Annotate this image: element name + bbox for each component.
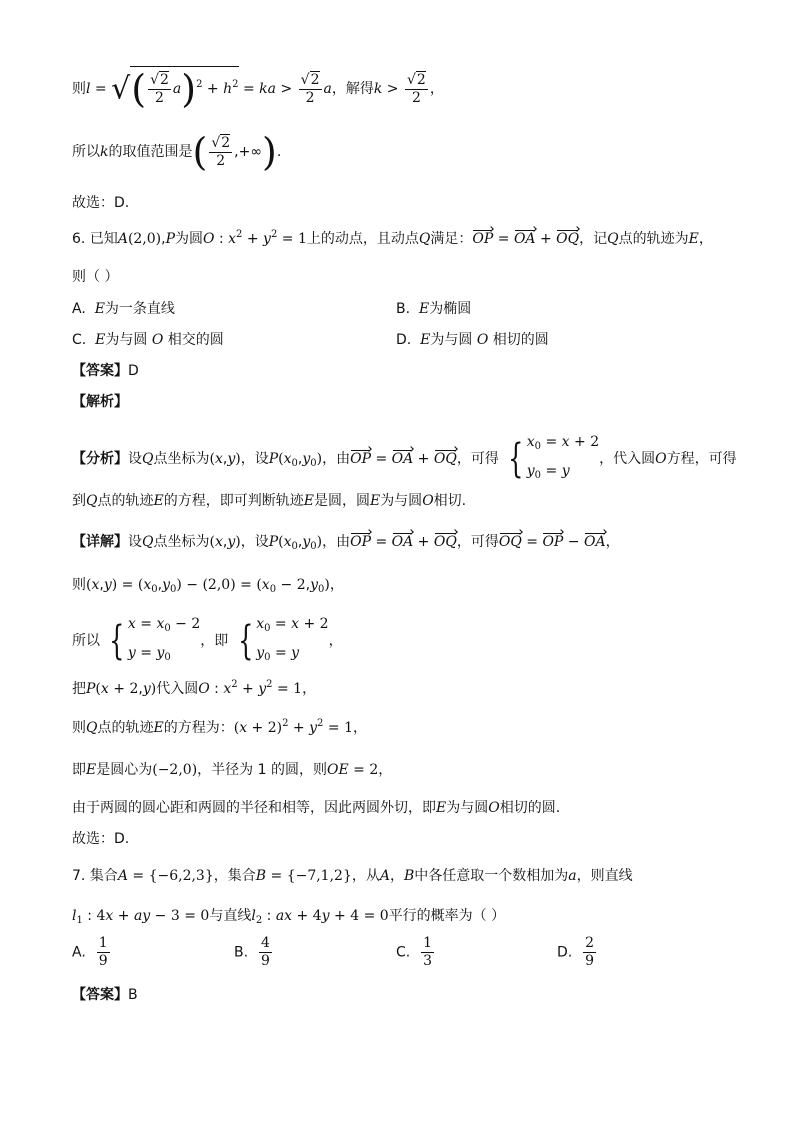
q7-number: 7. xyxy=(72,868,86,884)
fenxi-11: 是圆，圆 xyxy=(313,493,370,509)
l-prefix: 则 xyxy=(72,81,86,97)
conclusion3: 相切的圆. xyxy=(499,800,561,816)
q6-analysis-label: 【解析】 xyxy=(72,394,128,410)
dairu: 代入圆 xyxy=(156,681,199,697)
fenxi-6: ，代入圆 xyxy=(599,451,656,467)
q7-option-b[interactable] xyxy=(234,935,274,970)
eq-pre1: 则 xyxy=(72,720,86,736)
q6-fenxi-line2: 到Q点的轨迹E的方程，即可判断轨迹E是圆，圆E为与圆O相切. xyxy=(72,493,467,509)
so-pre: 所以 xyxy=(72,633,100,649)
d2: 点坐标为 xyxy=(153,534,210,550)
q7-t7: 与直线 xyxy=(209,908,252,924)
q6-option-c[interactable]: C. E为与圆 O 相交的圆 xyxy=(72,332,224,348)
option-letter: D. xyxy=(396,332,412,348)
q6-detail-line1: 【详解】设Q点坐标为(x,y)，设$P(x_0,y_0)$，由OP = OA + OQ，可得OQ = OP − OA， xyxy=(72,534,620,552)
option-text: 为椭圆 xyxy=(429,301,472,317)
conclusion2: 为与圆 xyxy=(446,800,489,816)
q6-detail-line5: 则Q点的轨迹E的方程为：$(x + 2)^2 + y^2 = 1$， xyxy=(72,718,367,736)
option-text: 为与圆 xyxy=(105,332,148,348)
answer-label: 【答案】 xyxy=(72,987,128,1003)
option-num: 4 xyxy=(260,935,270,951)
q7-option-d[interactable] xyxy=(557,935,598,970)
top-choose: 故选：D. xyxy=(72,195,130,211)
l-end: ， xyxy=(429,81,444,97)
q6-answer xyxy=(72,360,139,380)
fenxi-label: 【分析】 xyxy=(72,451,128,467)
q6-number: 6. xyxy=(72,231,86,247)
q6-option-d[interactable]: D. E为与圆 O 相切的圆 xyxy=(396,332,549,348)
q6-detail-line6: 即E是圆心为(−2,0)，半径为 1 的圆，则OE = 2， xyxy=(72,762,393,778)
fenxi-3: ，设 xyxy=(240,451,269,467)
q6-fenxi-line1: 【分析】设Q点坐标为(x,y)，设$P(x_0,y_0)$，由OP = OA + OQ，可得 { $x_0 = x + 2$ $y_0 = y$ ，代入圆O方程，可得 xyxy=(72,434,737,482)
eq-pre2: 点的轨迹 xyxy=(97,720,154,736)
q7-t8: 平行的概率为（ ） xyxy=(388,908,506,924)
q6-t6: 点的轨迹为 xyxy=(618,231,689,247)
q6-choose: 故选：D. xyxy=(72,831,130,847)
q6-stem: 6. 已知A(2,0),P为圆O : $x^2 + y^2 = 1$上的动点，且动点Q满足：OP = OA + OQ，记Q点的轨迹为E， xyxy=(72,229,713,247)
fenxi-1: 设 xyxy=(128,451,142,467)
option-letter: B. xyxy=(396,301,411,317)
fenxi-8: 到 xyxy=(72,493,86,509)
l-mid: ，解得 xyxy=(331,81,374,97)
ji: ，即 xyxy=(200,633,229,649)
fenxi-12: 为与圆 xyxy=(380,493,423,509)
q6-option-b[interactable]: B. E为椭圆 xyxy=(396,301,472,317)
q7-option-c[interactable] xyxy=(396,935,436,970)
detail-label: 【详解】 xyxy=(72,534,128,550)
d1: 设 xyxy=(128,534,142,550)
d3: ，设 xyxy=(240,534,269,550)
option-letter: D. xyxy=(557,944,573,961)
option-text: 为与圆 xyxy=(430,332,473,348)
fenxi-10: 的方程，即可判断轨迹 xyxy=(163,493,304,509)
q7-t4: ， xyxy=(389,868,404,884)
fenxi-2: 点坐标为 xyxy=(153,451,210,467)
q6-t1: 已知 xyxy=(89,231,118,247)
option-letter: B. xyxy=(234,944,249,961)
top-range-line: 所以k的取值范围是( $\frac{√2}{2}$ ,+∞). xyxy=(72,130,282,174)
option-den: 9 xyxy=(98,953,108,969)
q7-t1: 集合 xyxy=(89,868,118,884)
q6-detail-line3: 所以 { $x = x_0 - 2$ $y = y_0$ ，即 { $x_0 = x + 2$ $y_0 = y$ ， xyxy=(72,616,343,664)
q6-t2: 为圆 xyxy=(175,231,204,247)
q7-option-a[interactable] xyxy=(72,935,112,970)
q7-stem-line2: $l_1$ : 4x + ay − 3 = 0与直线$l_2$ : ax + 4y + 4 = 0平行的概率为（ ） xyxy=(72,908,506,926)
answer-value: B xyxy=(128,987,138,1003)
answer-value: D xyxy=(128,363,139,379)
ba: 把 xyxy=(72,681,86,697)
option-letter: C. xyxy=(72,332,87,348)
range-prefix: 所以 xyxy=(72,144,100,160)
answer-label: 【答案】 xyxy=(72,363,128,379)
option-letter: C. xyxy=(396,944,411,961)
option-den: 9 xyxy=(585,953,595,969)
q6-t5: ，记 xyxy=(579,231,608,247)
fenxi-4: ，由 xyxy=(322,451,351,467)
center: 是圆心为 xyxy=(96,762,153,778)
radius: ，半径为 1 的圆，则 xyxy=(197,762,327,778)
fenxi-7: 方程，可得 xyxy=(666,451,737,467)
q6-detail-line2: 则$(x,y) = (x_0,y_0) - (2,0) = (x_0 - 2,y_0)$， xyxy=(72,577,344,595)
q6-option-a[interactable]: A. E为一条直线 xyxy=(72,301,175,317)
fenxi-13: 相切. xyxy=(433,493,467,509)
option-letter: A. xyxy=(72,301,86,317)
d5: ，可得 xyxy=(456,534,499,550)
option-den: 9 xyxy=(260,953,270,969)
option-text2: 相切的圆 xyxy=(492,332,549,348)
q7-t3: ，从 xyxy=(351,868,380,884)
q6-t3: 上的动点，且动点 xyxy=(306,231,419,247)
range-mid: 的取值范围是 xyxy=(108,144,193,160)
d6: ， xyxy=(605,534,620,550)
option-letter: A. xyxy=(72,944,86,961)
fenxi-5: ，可得 xyxy=(456,451,499,467)
option-num: 2 xyxy=(585,935,595,951)
conclusion: 由于两圆的圆心距和两圆的半径和相等，因此两圆外切，即 xyxy=(72,800,436,816)
option-den: 3 xyxy=(423,953,433,969)
q7-answer xyxy=(72,984,138,1004)
q6-detail-line4: 把P(x + 2,y)代入圆O : $x^2 + y^2 = 1$， xyxy=(72,679,317,697)
option-num: 1 xyxy=(423,935,433,951)
top-l-line: 则l = √( $\frac{√2}{2}$ $a)^2 + h^2$ = ka > $\frac{√2}{2}$ a，解得k > $\frac{√2}{2}$ ， xyxy=(72,67,444,111)
q7-stem-line1: 7. 集合A = {−6,2,3}，集合B = {−7,1,2}，从A，B中各任意取一个数相加为a，则直线 xyxy=(72,868,633,884)
option-num: 1 xyxy=(98,935,108,951)
option-text: 为一条直线 xyxy=(104,301,175,317)
q6-t7: ， xyxy=(698,231,713,247)
eq-pre3: 的方程为： xyxy=(163,720,234,736)
q6-t4: 满足： xyxy=(430,231,473,247)
d4: ，由 xyxy=(322,534,351,550)
fenxi-9: 点的轨迹 xyxy=(97,493,154,509)
option-text2: 相交的圆 xyxy=(167,332,224,348)
q7-t5: 中各任意取一个数相加为 xyxy=(414,868,569,884)
q7-t2: ，集合 xyxy=(213,868,256,884)
q7-t6: ，则直线 xyxy=(576,868,633,884)
q6-detail-line7: 由于两圆的圆心距和两圆的半径和相等，因此两圆外切，即E为与圆O相切的圆. xyxy=(72,800,561,816)
ji2: 即 xyxy=(72,762,86,778)
then-pre: 则 xyxy=(72,577,86,593)
q6-then: 则（ ） xyxy=(72,269,119,285)
